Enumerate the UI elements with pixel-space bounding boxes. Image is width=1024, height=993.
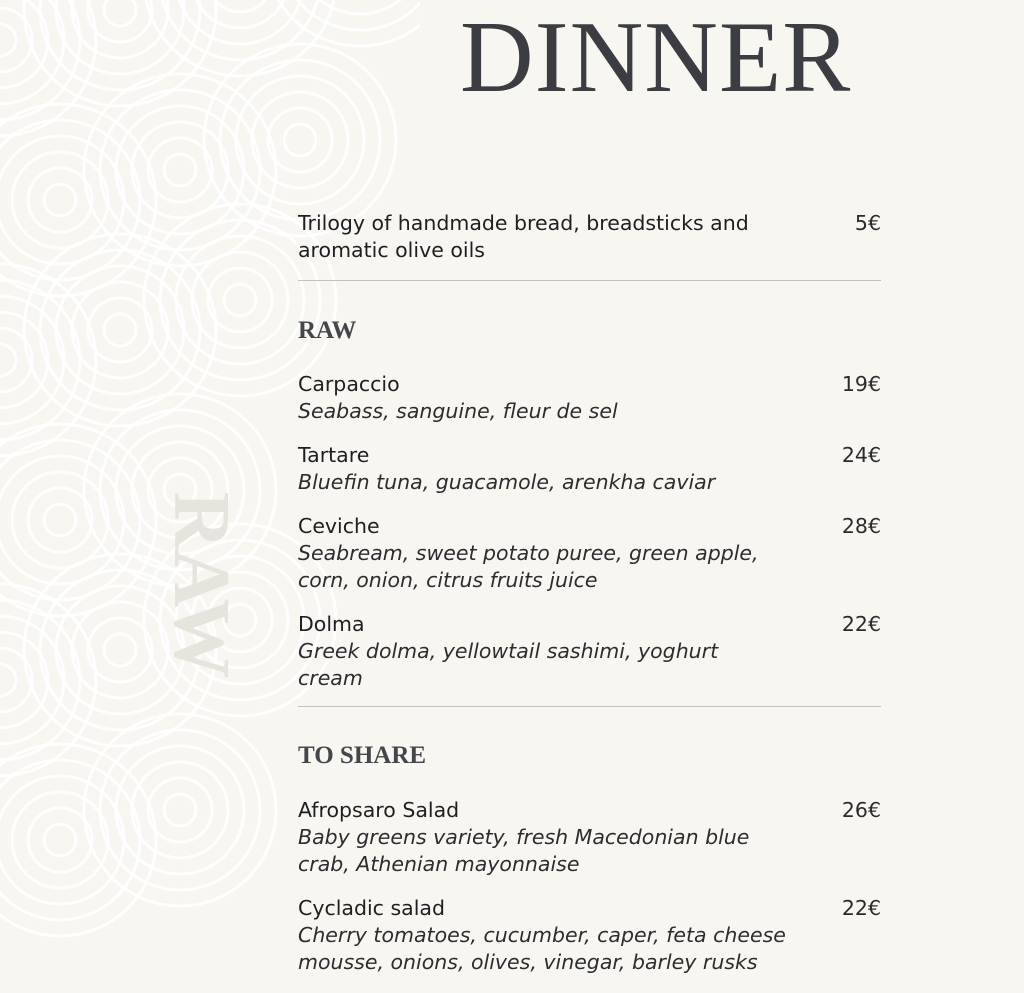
divider [298,280,881,281]
item-price: 24€ [841,443,881,467]
menu-item [298,797,881,878]
item-price: 22€ [841,612,881,636]
item-price: 19€ [841,372,881,396]
divider [298,706,881,707]
item-name: Afropsaro Salad [298,798,460,822]
item-name: Ceviche [298,514,380,538]
item-desc: Bluefin tuna, guacamole, arenkha caviar [298,470,716,494]
section-raw [298,316,881,692]
item-price: 28€ [841,514,881,538]
item-name: Cycladic salad [298,896,445,920]
item-desc: Seabream, sweet potato puree, green apple, corn, onion, citrus fruits juice [298,541,759,592]
menu-column [298,210,881,993]
menu-item [298,442,881,496]
item-price: 26€ [841,798,881,822]
item-name: Dolma [298,612,365,636]
menu-item [298,371,881,425]
section-heading: TO SHARE [298,742,427,769]
item-desc: Baby greens variety, fresh Macedonian blue crab, Athenian mayonnaise [298,825,750,876]
item-price: 22€ [841,896,881,920]
section-to-share [298,741,881,976]
scallop-motif [84,714,276,906]
item-desc: Greek dolma, yellowtail sashimi, yoghurt cream [298,639,719,690]
menu-item [298,611,881,692]
item-name: Carpaccio [298,372,400,396]
menu-item-bread [298,210,881,264]
side-label-raw: RAW [157,491,245,679]
section-heading: RAW [298,317,357,344]
menu-item [298,895,881,976]
page-title: DINNER [460,1,852,114]
item-desc: Seabass, sanguine, fleur de sel [298,399,618,423]
item-price: 5€ [854,211,881,235]
item-name: Trilogy of handmade bread, breadsticks and aromatic olive oils [298,211,749,262]
item-desc: Cherry tomatoes, cucumber, caper, feta cheese mousse, onions, olives, vinegar, barley rusks [298,923,786,974]
menu-item [298,513,881,594]
item-name: Tartare [298,443,370,467]
scallop-motif [204,44,396,236]
